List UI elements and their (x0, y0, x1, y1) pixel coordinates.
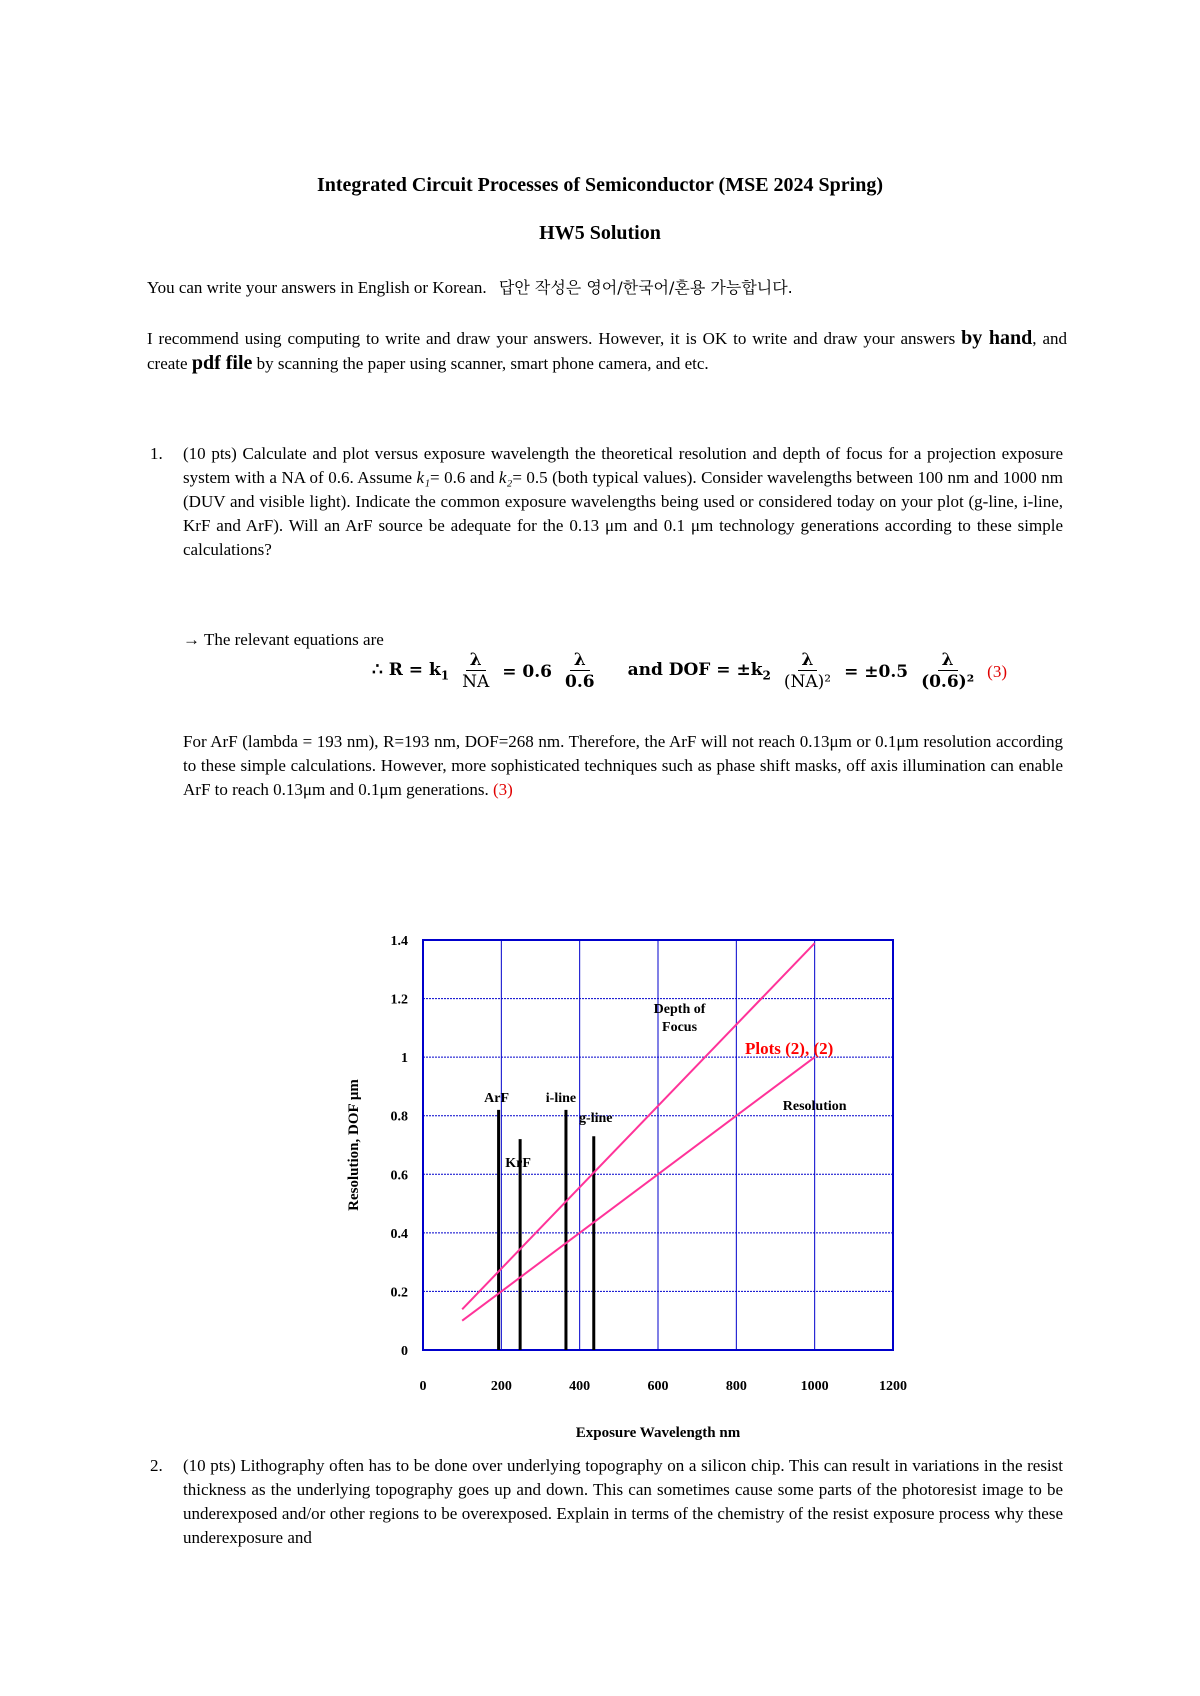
answer-text: For ArF (lambda = 193 nm), R=193 nm, DOF=268 nm. Therefore, the ArF will not reach 0.13μm or 0.1μm resolution according to these simple calculations. However, more sophisticated techniques such as phase shift masks, off axis illumination can enable ArF to reach 0.13μm and 0.1μm generations. (183, 732, 1063, 799)
dof-eq-start: and DOF = $\pm k_2$ (627, 660, 771, 683)
question-1-text-c: = 0.5 (both typical values). Consider wavelengths between 100 nm and 1000 nm (DUV and visible light). Indicate the common exposure wavelengths being used or considered today on your plot (g-line, i-line, KrF and ArF). Will an ArF source be adequate for the 0.13 μm and 0.1 μm technology generations according to these simple calculations? (183, 468, 1064, 559)
x-tick-label: 800 (725, 1379, 747, 1394)
question-1-text-a: (10 pts) Calculate and plot versus exposure wavelength the theoretical resolution and depth of focus for a projection exposure system with a NA of 0.6. Assume (183, 444, 1063, 487)
k1-symbol: k₁ (416, 468, 430, 487)
x-tick-label: 0 (419, 1379, 427, 1394)
x-tick-labels (420, 1379, 908, 1394)
question-1-text-b: = 0.6 and (430, 468, 499, 487)
series-dof-label: Depth of Focus (653, 1002, 706, 1036)
y-tick-label: 0.8 (390, 1109, 408, 1125)
resolution-dof-chart (340, 935, 920, 1445)
question-2-number: 2. (150, 1456, 163, 1475)
y-tick-label: 1 (401, 1051, 408, 1067)
y-axis-label: Resolution, DOF μm (346, 1079, 362, 1211)
x-tick-label: 1200 (879, 1379, 907, 1394)
lambda-over-06: $\frac{\lambda}{0.6}$ (565, 650, 595, 692)
eq-05: = ±0.5 (844, 661, 909, 682)
answer-points: (3) (493, 780, 513, 799)
x-tick-label: 600 (647, 1379, 669, 1394)
lambda-over-na: $\frac{\lambda}{NA}$ (462, 650, 490, 692)
question-1-number: 1. (150, 444, 163, 463)
language-note-korean: 답안 작성은 영어/한국어/혼용 가능합니다. (498, 278, 793, 297)
document-subtitle: HW5 Solution (539, 222, 661, 244)
recommend-text-3: by scanning the paper using scanner, smart phone camera, and etc. (252, 354, 709, 373)
pdf-file-emphasis: pdf file (191, 352, 253, 374)
question-2-text: (10 pts) Lithography often has to be done over underlying topography on a silicon chip. This can result in variations in the resist thickness as the underlying topography goes up and down. This can sometimes cause some parts of the photoresist image to be underexposed and/or other regions to be overexposed. Explain in terms of the chemistry of the resist exposure process why these underexposure and (183, 1456, 1063, 1547)
lambda-over-na-sq: $\frac{\lambda}{\text{(NA)²}}$ (783, 650, 832, 692)
k2-symbol: k₂ (498, 468, 513, 487)
question-2 (150, 1454, 1063, 1550)
question-1-answer (183, 730, 1063, 802)
recommend-text-1: I recommend using computing to write and draw your answers. However, it is OK to write and draw your answers (147, 329, 962, 348)
plots-points-annotation: Plots (2), (2) (745, 1039, 834, 1058)
y-tick-label: 1.2 (390, 992, 408, 1008)
resolution-eq-start: ∴ $R = k_1$ (372, 660, 450, 683)
y-tick-label: 0 (401, 1344, 408, 1359)
equation-points: (3) (987, 661, 1007, 681)
y-tick-label: 0.2 (390, 1285, 408, 1301)
by-hand-emphasis: by hand (961, 327, 1033, 349)
x-tick-label: 200 (490, 1379, 512, 1394)
marker-i-line-label: i-line (545, 1090, 577, 1106)
recommend-text-2: , and create (147, 329, 1067, 373)
x-tick-label: 1000 (800, 1379, 829, 1394)
y-tick-label: 0.6 (390, 1168, 408, 1184)
recommendation-paragraph (147, 326, 1067, 376)
x-axis-label: Exposure Wavelength nm (575, 1425, 741, 1441)
y-tick-label: 1.4 (390, 935, 408, 949)
equation-intro: → The relevant equations are (183, 630, 384, 649)
language-note (147, 276, 1067, 300)
marker-ArF-label: ArF (484, 1090, 510, 1106)
y-tick-label: 0.4 (390, 1226, 408, 1242)
marker-g-line-label: g-line (579, 1111, 613, 1127)
document-title: Integrated Circuit Processes of Semiconductor (MSE 2024 Spring) (316, 174, 884, 196)
language-note-english: You can write your answers in English or Korean. (147, 278, 487, 297)
question-1 (150, 442, 1064, 562)
equations (372, 650, 1007, 693)
eq-06: = 0.6 (502, 661, 552, 682)
y-tick-labels (391, 935, 409, 1359)
marker-KrF-label: KrF (505, 1156, 531, 1172)
lambda-over-06-sq: $\frac{\lambda}{\text{(0.6)²}}$ (921, 650, 975, 692)
series-resolution-label: Resolution (782, 1098, 847, 1114)
x-tick-label: 400 (569, 1379, 591, 1394)
